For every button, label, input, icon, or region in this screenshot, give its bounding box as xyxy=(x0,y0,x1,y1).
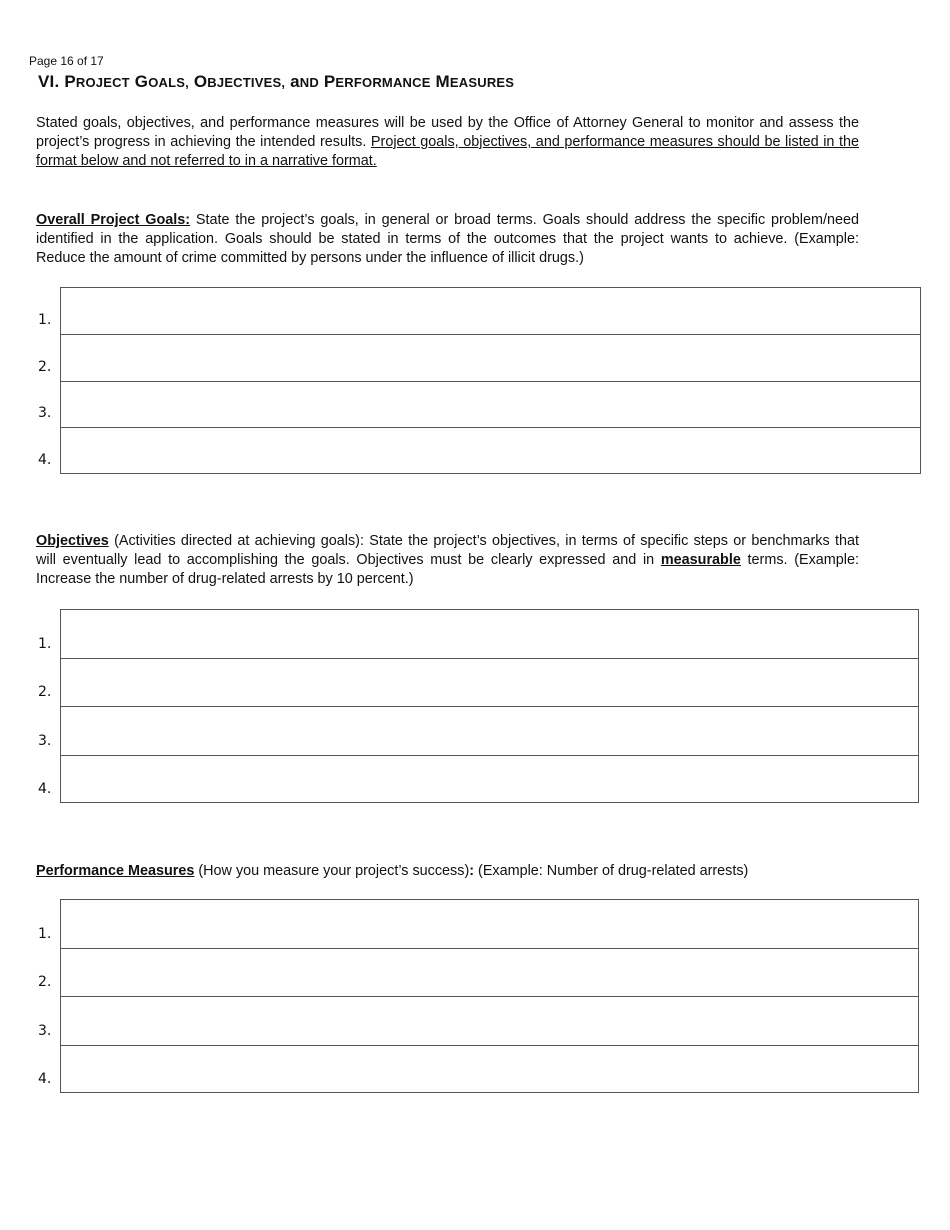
section-title-words xyxy=(64,72,514,91)
goals-row-number: 1. xyxy=(38,311,52,328)
measures-row-number: 2. xyxy=(38,974,52,990)
objectives-row-entry-field[interactable] xyxy=(60,658,919,708)
measures-row-entry-field[interactable] xyxy=(60,899,919,949)
section-title-word: GOALS, xyxy=(134,72,189,91)
objectives-row-number: 4. xyxy=(38,781,52,797)
goals-paragraph xyxy=(36,211,859,268)
section-title-word: PERFORMANCE xyxy=(323,72,431,91)
objectives-row-entry-field[interactable] xyxy=(60,609,919,659)
section-title xyxy=(38,72,514,92)
section-title-word: aND xyxy=(290,72,319,91)
intro-underlined-text: Project goals, objectives, and performance measures should be listed in the format below and not referred to in a narrative format. xyxy=(36,134,859,169)
objectives-row xyxy=(0,609,950,658)
goals-row-entry-field[interactable] xyxy=(60,381,921,429)
measures-row-entry-field[interactable] xyxy=(60,996,919,1046)
measures-row-entry-field[interactable] xyxy=(60,948,919,998)
section-roman: VI. xyxy=(38,72,60,91)
goals-row-number: 4. xyxy=(38,452,52,468)
measures-text-after: (Example: Number of drug-related arrests) xyxy=(474,863,749,879)
goals-label: Overall Project Goals: xyxy=(36,212,191,228)
objectives-text-before: (Activities directed at achieving goals): State the project’s objectives, in terms of specific steps or benchmarks that will eventually lead to accomplishing the goals. Objectives must be clearly expressed and in xyxy=(36,533,859,568)
objectives-row-number: 3. xyxy=(38,732,52,749)
page-number: Page 16 of 17 xyxy=(29,54,104,68)
section-title-word: OBJECTIVES, xyxy=(193,72,286,91)
goals-row-entry-field[interactable] xyxy=(60,287,921,335)
intro-text: Stated goals, objectives, and performance measures will be used by the Office of Attorney General to monitor and assess the project’s progress in achieving the intended results. xyxy=(36,115,859,150)
objectives-row xyxy=(0,658,950,707)
measures-row-entry-field[interactable] xyxy=(60,1045,919,1094)
objectives-row-entry-field[interactable] xyxy=(60,706,919,756)
section-title-word: MEASURES xyxy=(435,72,515,91)
measures-row xyxy=(0,996,950,1045)
measures-row xyxy=(0,899,950,948)
measures-row xyxy=(0,1045,950,1094)
measures-colon: : xyxy=(469,863,475,879)
section-title-word: PROJECT xyxy=(64,72,130,91)
objectives-text-after: terms. (Example: Increase the number of drug-related arrests by 10 percent.) xyxy=(36,552,859,587)
goals-row-entry-field[interactable] xyxy=(60,334,921,382)
intro-paragraph xyxy=(36,114,859,171)
measures-label: Performance Measures xyxy=(36,863,195,879)
objectives-row-number: 1. xyxy=(38,635,52,652)
measures-row-number: 1. xyxy=(38,925,52,942)
objectives-row-number: 2. xyxy=(38,684,52,700)
measures-row-number: 4. xyxy=(38,1071,52,1087)
goals-text: State the project’s goals, in general or broad terms. Goals should address the specific problem/need identified in the application. Goals should be stated in terms of the outcomes that the project wants to achieve. (Example: Reduce the amount of crime committed by persons under the influence of illicit drugs.) xyxy=(36,212,859,266)
goals-row-number: 2. xyxy=(38,358,52,375)
measures-row xyxy=(0,948,950,997)
measures-row-number: 3. xyxy=(38,1022,52,1039)
objectives-emphasis: measurable xyxy=(660,552,741,568)
objectives-row-entry-field[interactable] xyxy=(60,755,919,804)
objectives-paragraph xyxy=(36,532,859,589)
goals-row xyxy=(0,287,950,334)
goals-row xyxy=(0,381,950,428)
goals-row xyxy=(0,334,950,381)
objectives-label: Objectives xyxy=(36,533,109,549)
goals-row-entry-field[interactable] xyxy=(60,427,921,474)
measures-text-before: (How you measure your project’s success) xyxy=(194,863,470,879)
goals-row-number: 3. xyxy=(38,405,52,422)
goals-row xyxy=(0,427,950,474)
objectives-row xyxy=(0,755,950,804)
objectives-row xyxy=(0,706,950,755)
measures-paragraph xyxy=(36,862,859,881)
